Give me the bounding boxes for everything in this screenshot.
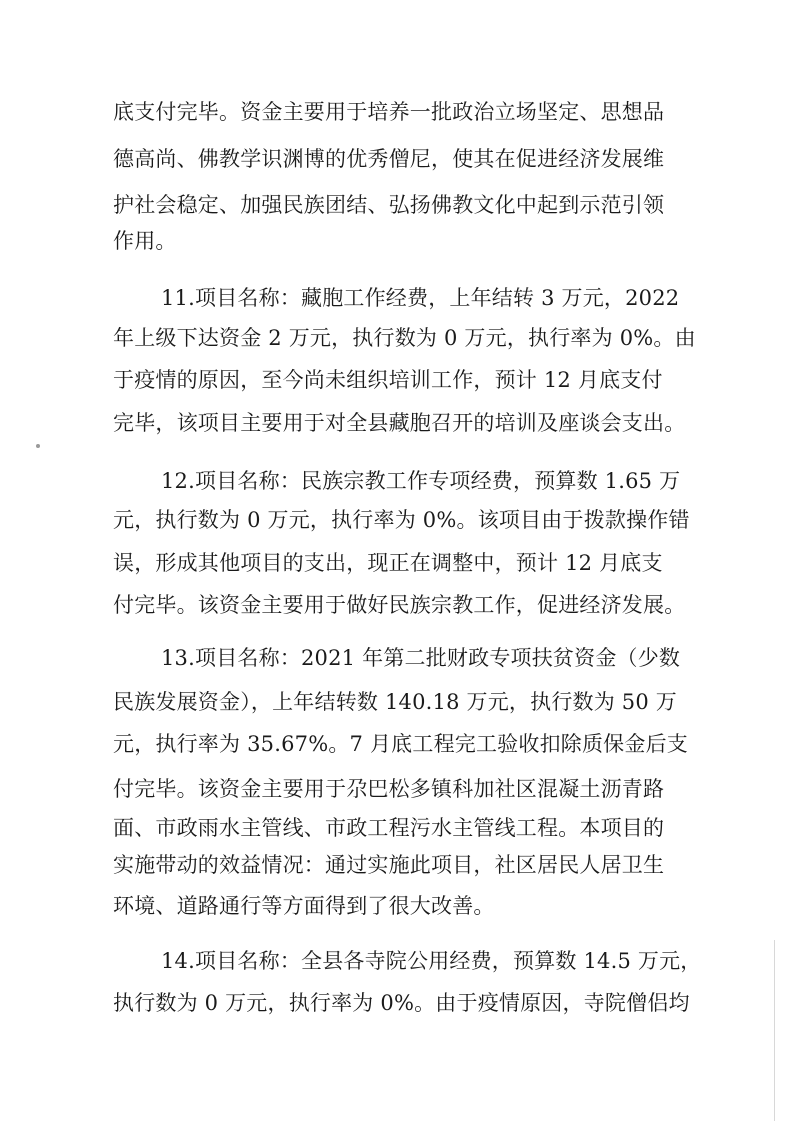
item-heading-12: 12.项目名称：民族宗教工作专项经费，预算数 1.65 万 (161, 469, 681, 493)
text-line: 付完毕。该资金主要用于尕巴松多镇科加社区混凝土沥青路 (113, 777, 665, 801)
margin-mark (36, 444, 40, 448)
text-line: 元，执行数为 0 万元，执行率为 0%。该项目由于拨款操作错 (113, 508, 690, 532)
text-line: 德高尚、佛教学识渊博的优秀僧尼，使其在促进经济发展维 (113, 147, 665, 171)
scan-edge-line (774, 940, 775, 1121)
text-line: 底支付完毕。资金主要用于培养一批政治立场坚定、思想品 (113, 100, 665, 124)
text-line: 作用。 (113, 229, 177, 253)
text-line: 完毕，该项目主要用于对全县藏胞召开的培训及座谈会支出。 (113, 411, 686, 435)
item-heading-13: 13.项目名称：2021 年第二批财政专项扶贫资金（少数 (161, 646, 681, 670)
text-line: 环境、道路通行等方面得到了很大改善。 (113, 894, 495, 918)
text-line: 付完毕。该资金主要用于做好民族宗教工作，促进经济发展。 (113, 593, 686, 617)
text-line: 执行数为 0 万元，执行率为 0%。由于疫情原因，寺院僧侣均 (113, 991, 690, 1015)
text-line: 年上级下达资金 2 万元，执行数为 0 万元，执行率为 0%。由 (113, 326, 696, 350)
text-line: 实施带动的效益情况：通过实施此项目，社区居民人居卫生 (113, 853, 665, 877)
text-line: 于疫情的原因，至今尚未组织培训工作，预计 12 月底支付 (113, 368, 663, 392)
text-line: 护社会稳定、加强民族团结、弘扬佛教文化中起到示范引领 (113, 193, 665, 217)
item-heading-11: 11.项目名称：藏胞工作经费，上年结转 3 万元，2022 (161, 286, 680, 310)
text-line: 民族发展资金），上年结转数 140.18 万元，执行数为 50 万 (113, 690, 678, 714)
text-line: 误，形成其他项目的支出，现正在调整中，预计 12 月底支 (113, 551, 663, 575)
item-heading-14: 14.项目名称：全县各寺院公用经费，预算数 14.5 万元， (161, 949, 702, 973)
text-line: 面、市政雨水主管线、市政工程污水主管线工程。本项目的 (113, 816, 665, 840)
text-line: 元，执行率为 35.67%。7 月底工程完工验收扣除质保金后支 (113, 732, 688, 756)
